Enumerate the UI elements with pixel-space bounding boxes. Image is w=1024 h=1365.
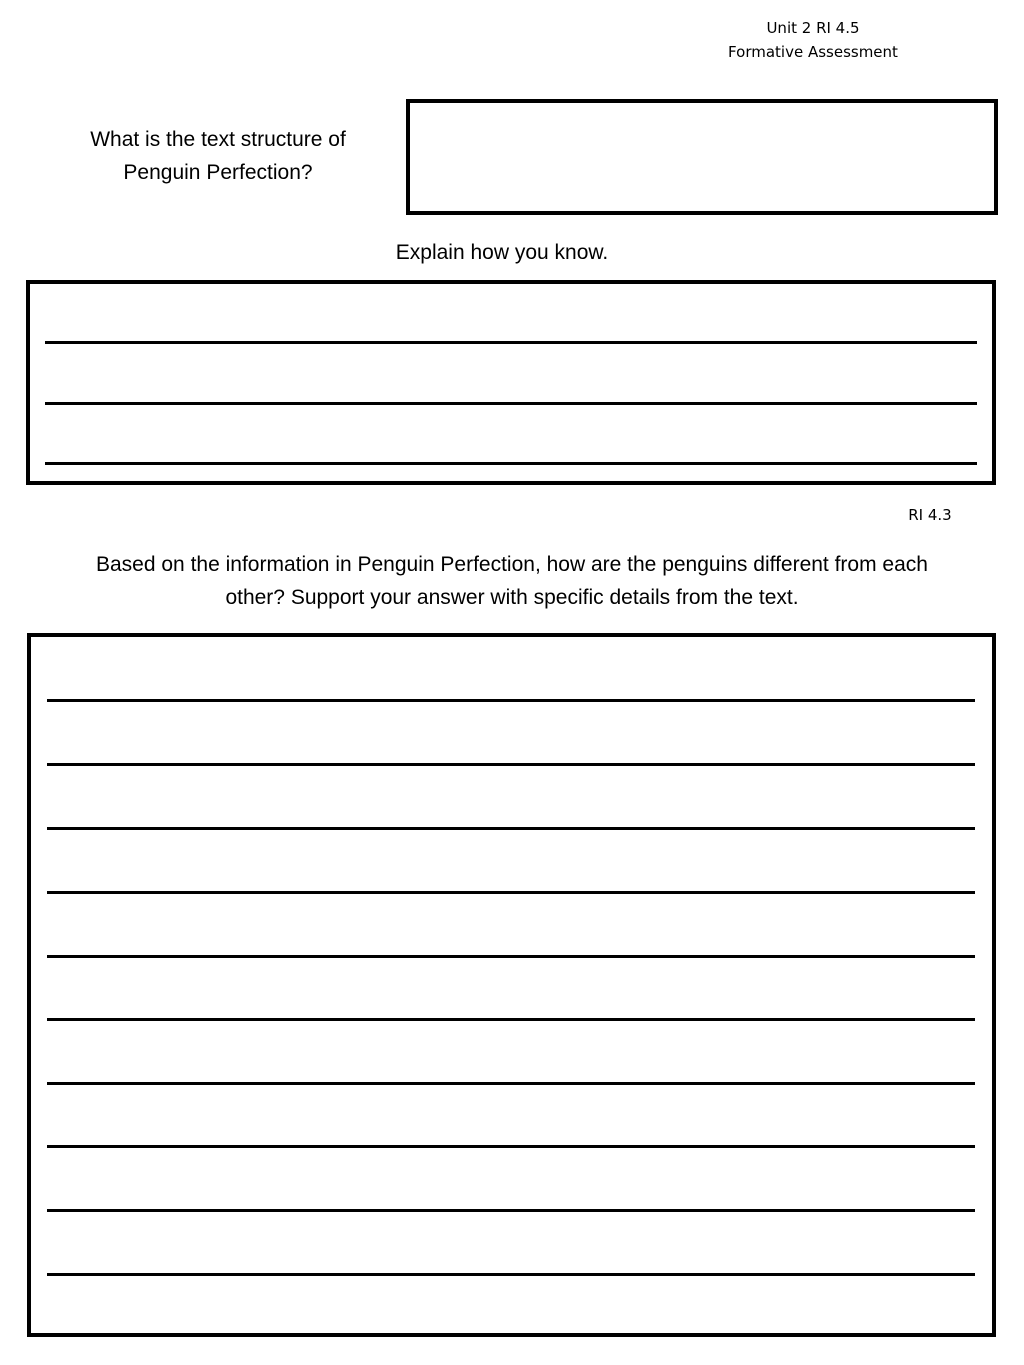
writing-line [47, 891, 975, 894]
explain-answer-box[interactable] [26, 280, 996, 485]
writing-line [47, 1082, 975, 1085]
question-text-structure [58, 123, 378, 189]
question-line: other? Support your answer with specific details from the text. [225, 586, 799, 609]
writing-line [45, 402, 977, 405]
writing-line [47, 1145, 975, 1148]
question-penguin-differences [20, 548, 1004, 614]
question-line: Penguin Perfection? [123, 161, 313, 184]
writing-line [47, 955, 975, 958]
writing-line [47, 1018, 975, 1021]
assessment-label: Formative Assessment [728, 43, 898, 61]
explain-prompt: Explain how you know. [395, 241, 609, 264]
question-line: Based on the information in Penguin Perfection, how are the penguins different from each [96, 553, 928, 576]
writing-line [47, 763, 975, 766]
unit-label: Unit 2 RI 4.5 [766, 19, 860, 37]
standard-label: RI 4.3 [908, 506, 952, 524]
header [700, 16, 926, 64]
differences-answer-box[interactable] [27, 633, 996, 1337]
writing-line [47, 1209, 975, 1212]
text-structure-answer-box[interactable] [406, 99, 998, 215]
writing-line [45, 341, 977, 344]
writing-line [47, 827, 975, 830]
writing-line [47, 699, 975, 702]
question-line: What is the text structure of [90, 128, 346, 151]
writing-line [45, 462, 977, 465]
writing-line [47, 1273, 975, 1276]
